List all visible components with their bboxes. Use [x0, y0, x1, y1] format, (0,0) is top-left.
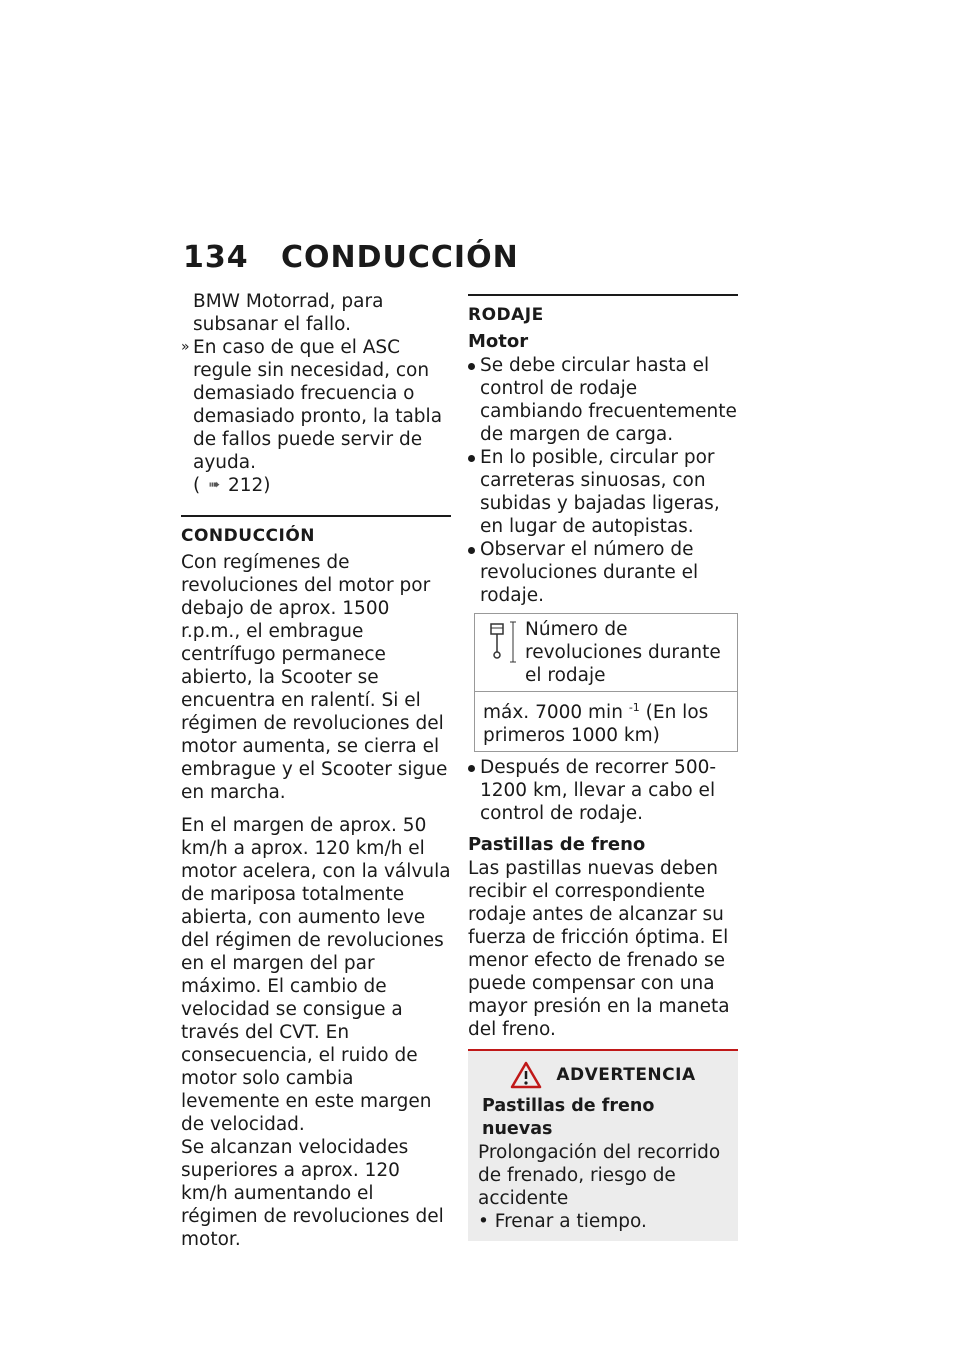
page-reference[interactable]: [193, 474, 451, 497]
list-item-text: Se debe circular hasta el control de rodaje cambiando frecuentemente de margen de carga.: [480, 355, 737, 445]
conduccion-para-2: En el margen de aprox. 50 km/h a aprox. 120 km/h el motor acelera, con la válvula de mariposa totalmente abierta, con aumento leve del régimen de revoluciones en el margen del par máximo. El cambio de velocidad se consigue a través del CVT. En consecuencia, el ruido de motor solo cambia levemente en este margen de velocidad.: [181, 815, 451, 1135]
spec-label: Número de revoluciones durante el rodaje: [525, 619, 721, 686]
warning-header: [478, 1061, 728, 1089]
bullet-icon: [468, 547, 475, 554]
reference-arrow-icon: ➠: [208, 477, 220, 493]
list-item: [468, 446, 738, 538]
left-column: [181, 290, 451, 1251]
list-item-text: Después de recorrer 500-1200 km, llevar a cabo el control de rodaje.: [480, 757, 717, 825]
spec-table: [474, 613, 738, 752]
ref-open-paren: (: [193, 475, 201, 496]
list-item: [468, 354, 738, 446]
piston-icon: [483, 618, 519, 666]
motor-title: Motor: [468, 331, 529, 352]
brake-text: Las pastillas nuevas deben recibir el correspondiente rodaje antes de alcanzar su fuerza de fricción óptima. El menor efecto de frenado se puede compensar con una mayor presión en la maneta del freno.: [468, 858, 730, 1041]
warning-text: Prolongación del recorrido de frenado, riesgo de accidente: [478, 1142, 721, 1210]
list-item-text: En lo posible, circular por carreteras sinuosas, con subidas y bajadas ligeras, en lugar de autopistas.: [480, 447, 720, 537]
intro-text: BMW Motorrad, para subsanar el fallo.: [193, 291, 384, 335]
page-header: [183, 240, 519, 280]
section-conduccion: [181, 515, 451, 1251]
warning-title: ADVERTENCIA: [556, 1065, 696, 1086]
asc-note-text: En caso de que el ASC regule sin necesidad, con demasiado frecuencia o demasiado pronto, la tabla de fallos puede servir de ayuda.: [193, 337, 443, 473]
spec-value-prefix: máx. 7000 min: [483, 702, 623, 724]
page-number: 134: [183, 240, 249, 275]
asc-note: [181, 336, 451, 497]
bullet-icon: [468, 765, 475, 772]
list-item-text: Observar el número de revoluciones durante el rodaje.: [480, 539, 699, 606]
reference-page: 212): [227, 475, 271, 496]
spec-header: [475, 614, 737, 692]
section-title-conduccion: CONDUCCIÓN: [181, 526, 316, 546]
list-item: [468, 538, 738, 607]
spec-value: [475, 692, 737, 751]
warning-box: [468, 1049, 738, 1241]
conduccion-para-3: Se alcanzan velocidades superiores a aprox. 120 km/h aumentando el régimen de revoluciones del motor.: [181, 1137, 444, 1250]
section-title-rodaje: RODAJE: [468, 305, 544, 325]
bullet-icon: [468, 363, 475, 370]
right-column: [468, 290, 738, 1241]
list-item: [468, 756, 738, 825]
spec-value-suffix: (En los primeros 1000 km): [483, 702, 709, 747]
warning-triangle-icon: [510, 1061, 542, 1089]
warning-subtitle: Pastillas de freno nuevas: [482, 1096, 655, 1140]
conduccion-para-1: Con regímenes de revoluciones del motor por debajo de aprox. 1500 r.p.m., el embrague centrífugo permanece abierto, la Scooter se encuentra en ralentí. Si el régimen de revoluciones del motor aumenta, se cierra el embrague y el Scooter sigue en marcha.: [181, 552, 448, 803]
spec-value-sup: -1: [628, 701, 640, 714]
double-chevron-icon: »: [181, 339, 190, 355]
warning-action: • Frenar a tiempo.: [478, 1211, 647, 1233]
bullet-icon: [468, 455, 475, 462]
section-rodaje: [468, 294, 738, 1241]
page-title: CONDUCCIÓN: [281, 240, 519, 275]
brake-title: Pastillas de freno: [468, 834, 646, 856]
